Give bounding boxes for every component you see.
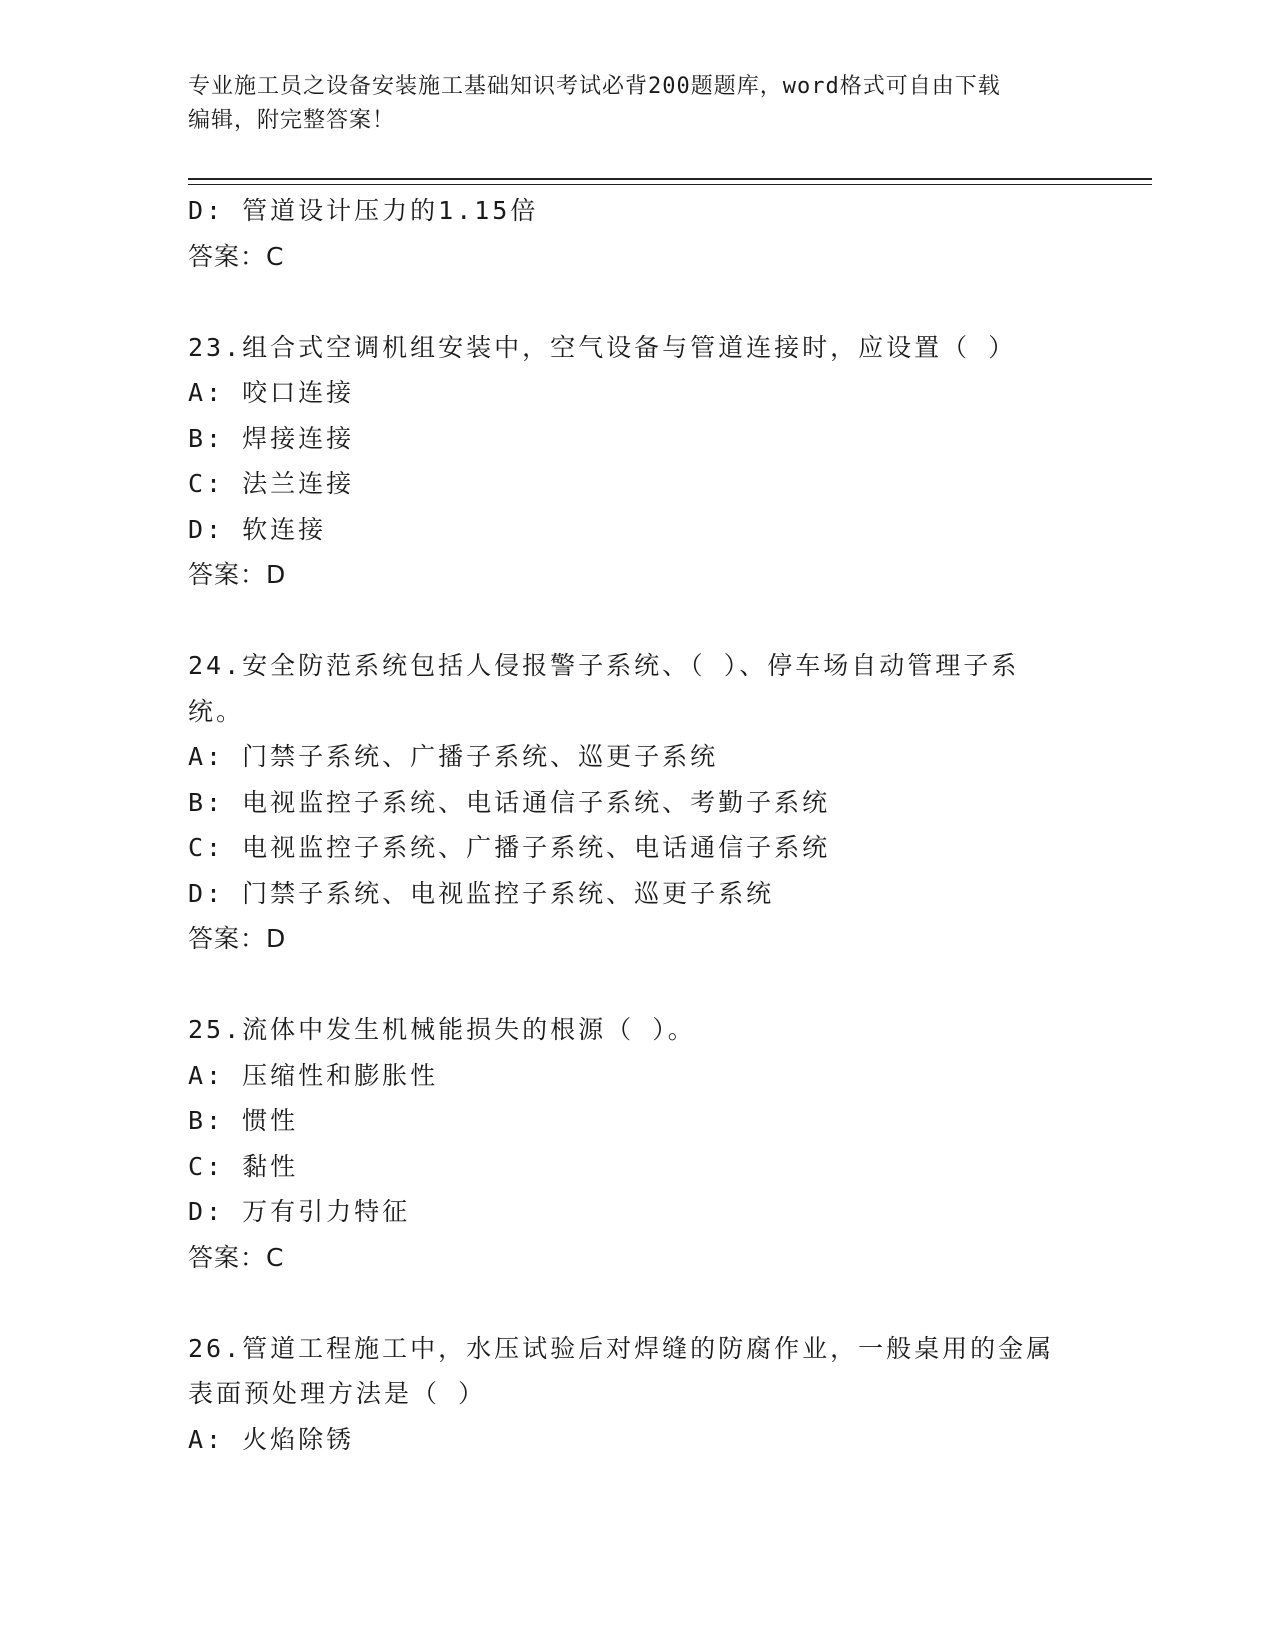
question-25-option-a: A: 压缩性和膨胀性 — [188, 1060, 439, 1090]
question-23-option-a: A: 咬口连接 — [188, 378, 355, 407]
spacer — [188, 962, 1128, 1008]
spacer — [188, 1280, 1128, 1326]
header-line-2: 编辑，附完整答案！ — [188, 108, 396, 133]
question-24-option-a: A: 门禁子系统、广播子系统、巡更子系统 — [188, 742, 719, 771]
spacer — [188, 598, 1128, 644]
document-header — [188, 70, 1088, 138]
question-23-answer: 答案：D — [188, 560, 287, 589]
question-content — [188, 188, 1128, 1462]
header-rule-thin — [188, 184, 1152, 185]
question-24-stem: 24.安全防范系统包括人侵报警子系统、（ ）、停车场自动管理子系 — [188, 651, 1020, 680]
option-d: D: 管道设计压力的1.15倍 — [188, 196, 539, 225]
answer-line: 答案：C — [188, 241, 285, 271]
question-26-stem-cont: 表面预处理方法是（ ） — [188, 1379, 487, 1408]
question-25-answer: 答案：C — [188, 1242, 285, 1272]
question-25-stem: 25.流体中发生机械能损失的根源（ ）。 — [188, 1015, 696, 1044]
question-24-stem-cont: 统。 — [188, 696, 245, 726]
question-23-option-b: B: 焊接连接 — [188, 423, 355, 453]
question-24-option-c: C: 电视监控子系统、广播子系统、电话通信子系统 — [188, 833, 831, 862]
question-23-option-c: C: 法兰连接 — [188, 469, 355, 498]
question-24-answer: 答案：D — [188, 924, 287, 953]
question-25-option-b: B: 惯性 — [188, 1106, 299, 1135]
question-24-option-d: D: 门禁子系统、电视监控子系统、巡更子系统 — [188, 878, 775, 908]
spacer — [188, 279, 1128, 325]
question-26-stem: 26.管道工程施工中，水压试验后对焊缝的防腐作业，一般桌用的金属 — [188, 1333, 1055, 1363]
question-25-option-c: C: 黏性 — [188, 1151, 299, 1181]
question-26-option-a: A: 火焰除锈 — [188, 1424, 355, 1454]
question-24-option-b: B: 电视监控子系统、电话通信子系统、考勤子系统 — [188, 787, 831, 817]
question-23-option-d: D: 软连接 — [188, 514, 327, 544]
header-line-1: 专业施工员之设备安装施工基础知识考试必背200题题库，word格式可自由下载 — [188, 74, 1001, 99]
header-rule-thick — [188, 178, 1152, 180]
question-25-option-d: D: 万有引力特征 — [188, 1197, 411, 1226]
question-23-stem: 23.组合式空调机组安装中，空气设备与管道连接时，应设置（ ） — [188, 332, 1017, 362]
